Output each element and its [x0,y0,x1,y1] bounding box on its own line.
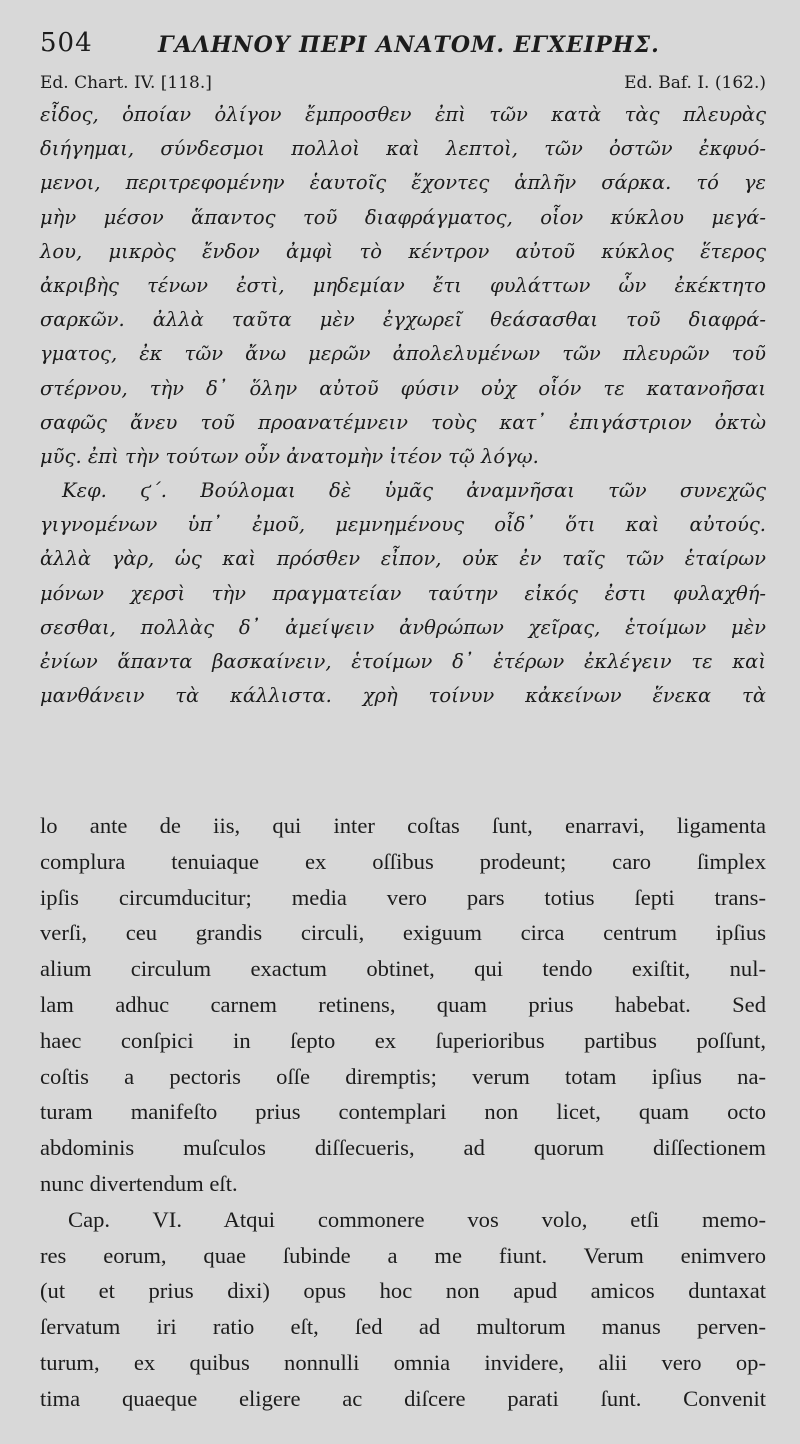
greek-text-block [40,98,766,713]
greek-line: μὴν μέσον ἅπαντος τοῦ διαφράγματος, οἷον κύκλου μεγά- [40,205,766,229]
latin-line: verſi, ceu grandis circuli, exiguum circa centrum ipſius [40,920,766,946]
greek-line: λου, μικρὸς ἔνδον ἀμφὶ τὸ κέντρον αὐτοῦ κύκλος ἕτερος [40,239,766,263]
greek-line: στέρνου, τὴν δ᾽ ὅλην αὐτοῦ φύσιν οὐχ οἷόν τε κατανοῆσαι [40,376,766,400]
latin-text-block [40,808,766,1417]
greek-chapter-heading-line: Κεφ. ϛ΄. Βούλομαι δὲ ὑμᾶς ἀναμνῆσαι τῶν συνεχῶς [62,479,766,503]
greek-line: σαφῶς ἄνευ τοῦ προανατέμνειν τοὺς κατ᾽ ἐπιγάστριον ὀκτὼ [40,410,766,434]
greek-line: ἀλλὰ γὰρ, ὡς καὶ πρόσθεν εἶπον, οὐκ ἐν ταῖς τῶν ἑταίρων [40,547,766,571]
latin-line: lam adhuc carnem retinens, quam prius habebat. Sed [40,991,766,1017]
running-title: ΓΑΛΗΝΟΥ ΠΕΡΙ ΑΝΑΤΟΜ. ΕΓΧΕΙΡΗΣ. [158,32,660,58]
greek-line: εἶδος, ὁποίαν ὀλίγον ἔμπροσθεν ἐπὶ τῶν κατὰ τὰς πλευρὰς [40,103,766,126]
latin-line: res eorum, quae ſubinde a me fiunt. Verum enimvero [40,1242,766,1268]
greek-line: μενοι, περιτρεφομένην ἑαυτοῖς ἔχοντες ἁπλῆν σάρκα. τό γε [40,171,766,195]
greek-line: σεσθαι, πολλὰς δ᾽ ἀμείψειν ἀνθρώπων χεῖρας, ἑτοίμων μὲν [40,615,766,639]
latin-line: turam manifeſto prius contemplari non licet, quam octo [40,1099,766,1125]
latin-line: complura tenuiaque ex oſſibus prodeunt; caro ſimplex [40,848,766,874]
greek-line: μανθάνειν τὰ κάλλιστα. χρὴ τοίνυν κἀκείνων ἕνεκα τὰ [40,684,766,708]
greek-line: μῦς. ἐπὶ τὴν τούτων οὖν ἀνατομὴν ἰτέον τῷ λόγῳ. [40,444,539,468]
page-number: 504 [40,28,93,58]
latin-line: (ut et prius dixi) opus hoc non apud amicos duntaxat [40,1278,766,1304]
latin-line: turum, ex quibus nonnulli omnia invidere, alii vero op- [40,1349,766,1375]
latin-line: ipſis circumducitur; media vero pars totius ſepti trans- [40,884,766,910]
greek-line: ἀκριβὴς τένων ἐστὶ, μηδεμίαν ἔτι φυλάττων ὧν ἐκέκτητο [40,273,766,297]
greek-line: γματος, ἐκ τῶν ἄνω μερῶν ἀπολελυμένων τῶν πλευρῶν τοῦ [40,342,766,366]
edition-chart-reference: Ed. Chart. IV. [118.] [40,73,212,93]
latin-line: ſervatum iri ratio eſt, ſed ad multorum manus perven- [40,1314,766,1340]
edition-basel-reference: Ed. Baf. I. (162.) [624,73,766,93]
latin-chapter-heading-line: Cap. VI. Atqui commonere vos volo, etſi memo- [68,1206,766,1232]
greek-line: γιγνομένων ὑπ᾽ ἐμοῦ, μεμνημένους οἶδ᾽ ὅτι καὶ αὐτούς. [40,513,766,537]
latin-line: nunc divertendum eſt. [40,1170,238,1196]
greek-line: ἐνίων ἅπαντα βασκαίνειν, ἑτοίμων δ᾽ ἑτέρων ἐκλέγειν τε καὶ [40,650,766,673]
latin-line: haec conſpici in ſepto ex ſuperioribus partibus poſſunt, [40,1027,766,1053]
greek-line: σαρκῶν. ἀλλὰ ταῦτα μὲν ἐγχωρεῖ θεάσασθαι τοῦ διαφρά- [40,308,766,332]
latin-line: lo ante de iis, qui inter coſtas ſunt, enarravi, ligamenta [40,813,766,838]
latin-line: alium circulum exactum obtinet, qui tendo exiſtit, nul- [40,956,766,982]
page-header [40,22,760,62]
greek-line: διήγημαι, σύνδεσμοι πολλοὶ καὶ λεπτοὶ, τῶν ὀστῶν ἐκφυό- [40,137,766,161]
latin-line: coſtis a pectoris oſſe diremptis; verum totam ipſius na- [40,1063,766,1089]
edition-references [40,73,766,101]
latin-line: tima quaeque eligere ac diſcere parati ſunt. Convenit [40,1385,766,1411]
latin-line: abdominis muſculos diſſecueris, ad quorum diſſectionem [40,1135,766,1161]
greek-line: μόνων χερσὶ τὴν πραγματείαν ταύτην εἰκός ἐστι φυλαχθή- [40,581,766,605]
